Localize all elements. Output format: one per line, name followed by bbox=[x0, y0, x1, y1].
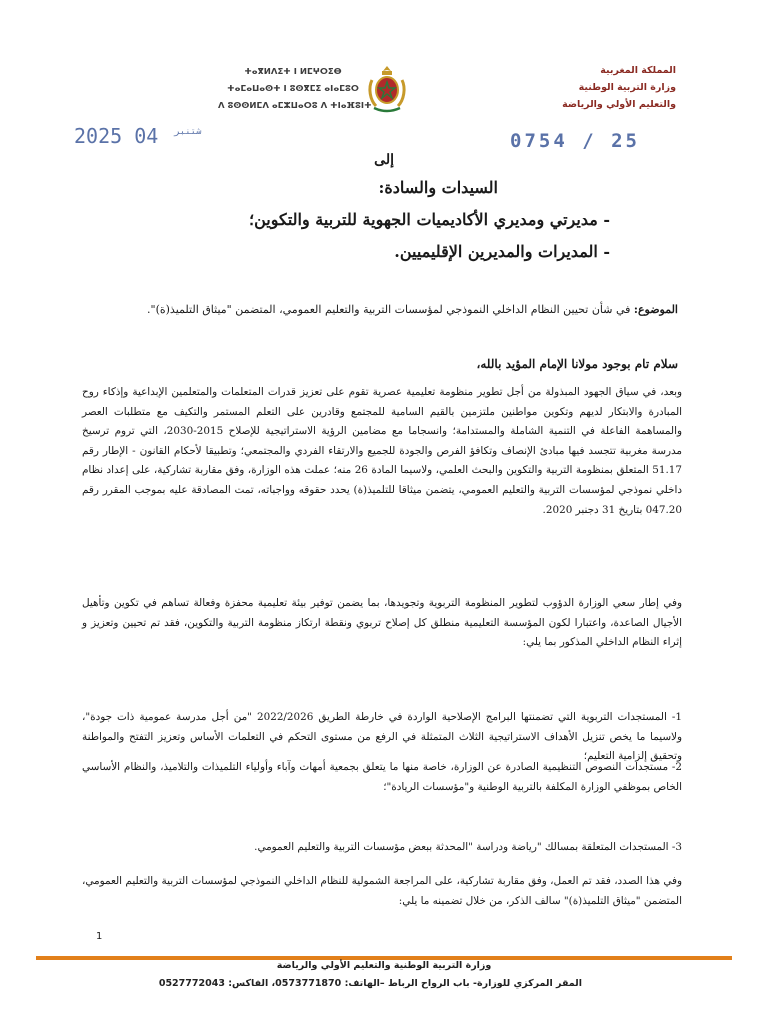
paragraph-3: وفي هذا الصدد، فقد تم العمل، وفق مقاربة تشاركية، على المراجعة الشمولية للنظام الداخلي النموذجي لمؤسسات التربية والتعليم العمومي، المتضمن "ميثاق التلميذ(ة)" سالف الذكر، من خلال تضمينه ما يلي: bbox=[82, 875, 682, 907]
stamp-year: 2025 bbox=[74, 124, 123, 148]
header-kingdom: المملكة المغربية bbox=[600, 65, 676, 76]
header-tifinagh-line: ⵜⴰⵎⴰⵡⴰⵙⵜ ⵏ ⵓⵙⴳⵎⵉ ⴰⵏⴰⵎⵓⵔ bbox=[227, 84, 359, 94]
page-number: 1 bbox=[96, 931, 103, 942]
salutation: السيدات والسادة: bbox=[378, 178, 498, 197]
reference-stamp: 0754 / 25 bbox=[510, 130, 640, 152]
footer-address: المقر المركزي للوزارة- باب الرواح الرباط –الهاتف: 0573771870، الفاكس: 0527772043 bbox=[158, 978, 582, 989]
header-tifinagh-line: ⵜⴰⴳⵍⴷⵉⵜ ⵏ ⵍⵎⵖⵔⵉⴱ bbox=[244, 67, 342, 77]
coat-of-arms-icon bbox=[366, 62, 408, 114]
to-label: إلى bbox=[374, 152, 394, 168]
stamp-day: 04 bbox=[134, 124, 159, 148]
subject-label: الموضوع: bbox=[633, 303, 678, 316]
recipient-line-2: - المديرات والمديرين الإقليميين. bbox=[394, 242, 610, 261]
recipient-line-1: - مديرتي ومديري الأكاديميات الجهوية للتربية والتكوين؛ bbox=[249, 210, 610, 229]
subject bbox=[78, 303, 678, 316]
header-ministry-name: وزارة التربية الوطنية bbox=[578, 82, 676, 93]
header-tifinagh-line: ⴷ ⵓⵙⵙⵍⵎⴷ ⴰⵎⵣⵡⴰⵔⵓ ⴷ ⵜⵏⴰⴼⵓⵏⵜ bbox=[218, 101, 372, 111]
list-item-1: 1- المستجدات التربوية التي تضمنتها البرامج الإصلاحية الواردة في خارطة الطريق 2022/2026 "من أجل مدرسة عمومية ذات جودة"، ولاسيما ما يخص تنزيل الأهداف الاستراتيجية الثلاث المتمثلة في الرفع من مستوى التحكم في التعلمات الأساس وتعزيز التفتح والمواطنة وتحقيق إلزامية التعليم؛ bbox=[82, 711, 682, 763]
paragraph-2: وفي إطار سعي الوزارة الدؤوب لتطوير المنظومة التربوية وتجويدها، بما يضمن توفير بيئة تعليمية محفزة وفعالة تساهم في تكوين وتأهيل الأجيال الصاعدة، واعتبارا لكون المؤسسة التعليمية منطلق كل إصلاح تربوي ونقطة ارتكاز منظومة التربية والتكوين، فقد تم تحيين وتعزيز و إثراء النظام الداخلي المذكور بما يلي: bbox=[82, 597, 682, 649]
greeting: سلام تام بوجود مولانا الإمام المؤيد بالله، bbox=[476, 357, 678, 371]
header-ministry-name-2: والتعليم الأولي والرياضة bbox=[562, 99, 676, 110]
footer-ministry: وزارة التربية الوطنية والتعليم الأولي والرياضة bbox=[276, 960, 492, 971]
paragraph-1: وبعد، في سياق الجهود المبذولة من أجل تطوير منظومة تعليمية عصرية تقوم على تعزيز قدرات المتعلمات والمتعلمين الإبداعية وإذكاء روح المبادرة والابتكار لديهم وتكوين مواطنين ملتزمين بالقيم السامية للمجتمع وقادرين على التعلم المستمر والتكيف مع متطلبات العصر والمساهمة الفاعلة في التنمية الشاملة والمستدامة؛ وانسجاما مع مضامين الرؤية الاستراتيجية للإصلاح 2015-2030، التي تروم ترسيخ مدرسة مغربية تتجسد فيها مبادئ الإنصاف وتكافؤ الفرص والجودة للجميع والارتقاء الفردي والمجتمعي؛ وتطبيقا لأحكام القانون - الإطار رقم 51.17 المتعلق بمنظومة التربية والتكوين والبحث العلمي، ولاسيما المادة 26 منه؛ عملت هذه الوزارة، وفق مقاربة تشاركية، على إعداد نظام داخلي نموذجي لمؤسسات التربية والتعليم العمومي، يتضمن ميثاقا للتلميذ(ة) يحدد حقوقه وواجباته، تمت المصادقة عليه بموجب المقرر رقم 047.20 بتاريخ 31 دجنبر 2020. bbox=[82, 386, 682, 516]
list-item-3: 3- المستجدات المتعلقة بمسالك "رياضة ودراسة "المحدثة ببعض مؤسسات التربية والتعليم العمومي. bbox=[254, 841, 682, 853]
stamp-month: شتنبر bbox=[174, 127, 202, 137]
subject-text: في شأن تحيين النظام الداخلي النموذجي لمؤسسات التربية والتعليم العمومي، المتضمن "ميثاق التلميذ(ة)". bbox=[147, 303, 634, 316]
date-stamp bbox=[74, 124, 205, 148]
header-ministry bbox=[526, 62, 676, 113]
list-item-2: 2- مستجدات النصوص التنظيمية الصادرة عن الوزارة، خاصة منها ما يتعلق بجمعية أمهات وآباء وأولياء التلميذات والتلاميذ، والنظام الأساسي الخاص بموظفي الوزارة المكلفة بالتربية الوطنية و"مؤسسات الريادة"؛ bbox=[82, 761, 682, 793]
header-tifinagh bbox=[218, 64, 372, 115]
